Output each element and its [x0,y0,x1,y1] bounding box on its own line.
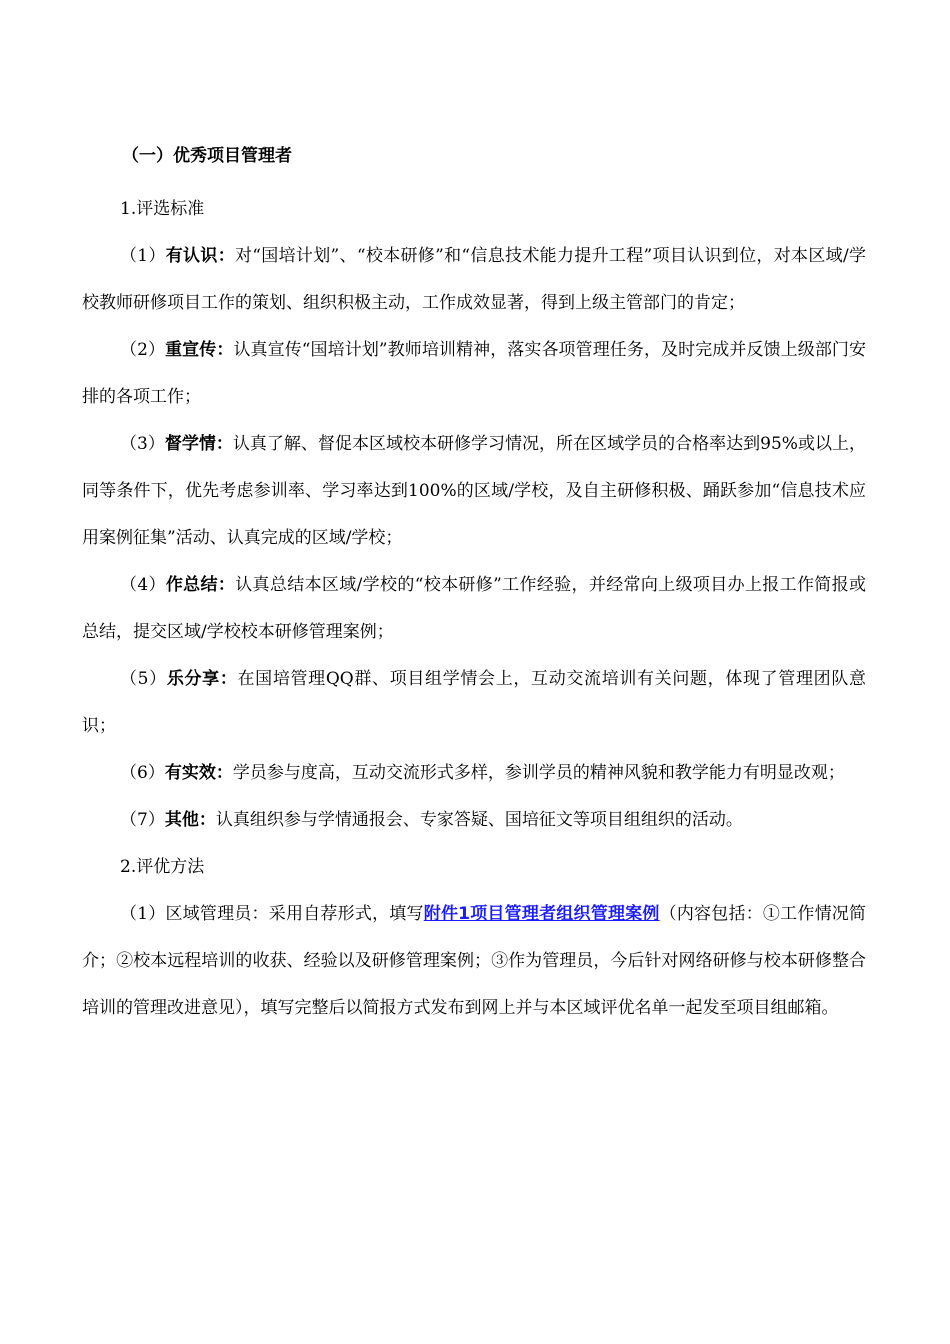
item-number: （6） [120,763,165,783]
item-separator: ： [217,575,236,595]
item-number: （2） [120,340,166,360]
item-text: 在国培管理QQ群、项目组学情会上，互动交流培训有关问题，体现了管理团队意识； [82,669,867,736]
item-separator: ： [215,434,233,454]
item-term: 有实效 [164,763,216,783]
criteria-heading: 1.评选标准 [120,199,205,219]
item-separator: ： [217,246,235,266]
criteria-item-1 [82,233,866,327]
item-term: 督学情 [164,434,216,454]
attachment-1-link[interactable]: 附件1项目管理者组织管理案例 [423,904,660,924]
criteria-item-3 [82,421,866,562]
item-number: （4） [120,575,166,595]
criteria-item-5 [82,656,866,750]
criteria-item-6 [82,750,866,797]
document-page [82,140,866,1032]
method-item-1 [82,891,866,1032]
item-term: 有认识 [165,246,218,266]
method-item-prefix: （1）区域管理员：采用自荐形式，填写 [120,904,424,924]
item-text: 学员参与度高，互动交流形式多样，参训学员的精神风貌和教学能力有明显改观； [232,763,845,783]
item-term: 重宣传 [165,340,217,360]
item-separator: ： [216,340,234,360]
item-separator: ： [215,763,233,783]
section-title: （一）优秀项目管理者 [122,146,292,166]
item-number: （1） [120,246,166,266]
criteria-item-2 [82,327,866,421]
item-term: 作总结 [165,575,218,595]
item-text: 认真宣传“国培计划”教师培训精神，落实各项管理任务，及时完成并反馈上级部门安排的各项工作； [82,340,866,407]
method-heading: 2.评优方法 [120,857,205,877]
item-text: 认真总结本区域/学校的“校本研修”工作经验，并经常向上级项目办上报工作简报或总结，提交区域/学校校本研修管理案例； [82,575,866,642]
item-text: 对“国培计划”、“校本研修”和“信息技术能力提升工程”项目认识到位，对本区域/学校教师研修项目工作的策划、组织积极主动，工作成效显著，得到上级主管部门的肯定； [82,246,866,313]
item-separator: ： [198,810,216,830]
item-text: 认真组织参与学情通报会、专家答疑、国培征文等项目组组织的活动。 [215,810,743,830]
item-separator: ： [219,669,238,689]
method-item-suffix: （内容包括：①工作情况简介；②校本远程培训的收获、经验以及研修管理案例；③作为管理员，今后针对网络研修与校本研修整合培训的管理改进意见），填写完整后以简报方式发布到网上并与本区域评优名单一起发至项目组邮箱。 [82,904,866,1018]
item-term: 其他 [164,810,199,830]
criteria-item-7 [82,797,866,844]
criteria-item-4 [82,562,866,656]
item-number: （7） [120,810,165,830]
item-text: 认真了解、督促本区域校本研修学习情况，所在区域学员的合格率达到95%或以上，同等条件下，优先考虑参训率、学习率达到100%的区域/学校，及自主研修积极、踊跃参加“信息技术应用案例征集”活动、认真完成的区域/学校； [82,434,866,548]
item-number: （5） [120,669,167,689]
item-term: 乐分享 [166,669,220,689]
item-number: （3） [120,434,165,454]
